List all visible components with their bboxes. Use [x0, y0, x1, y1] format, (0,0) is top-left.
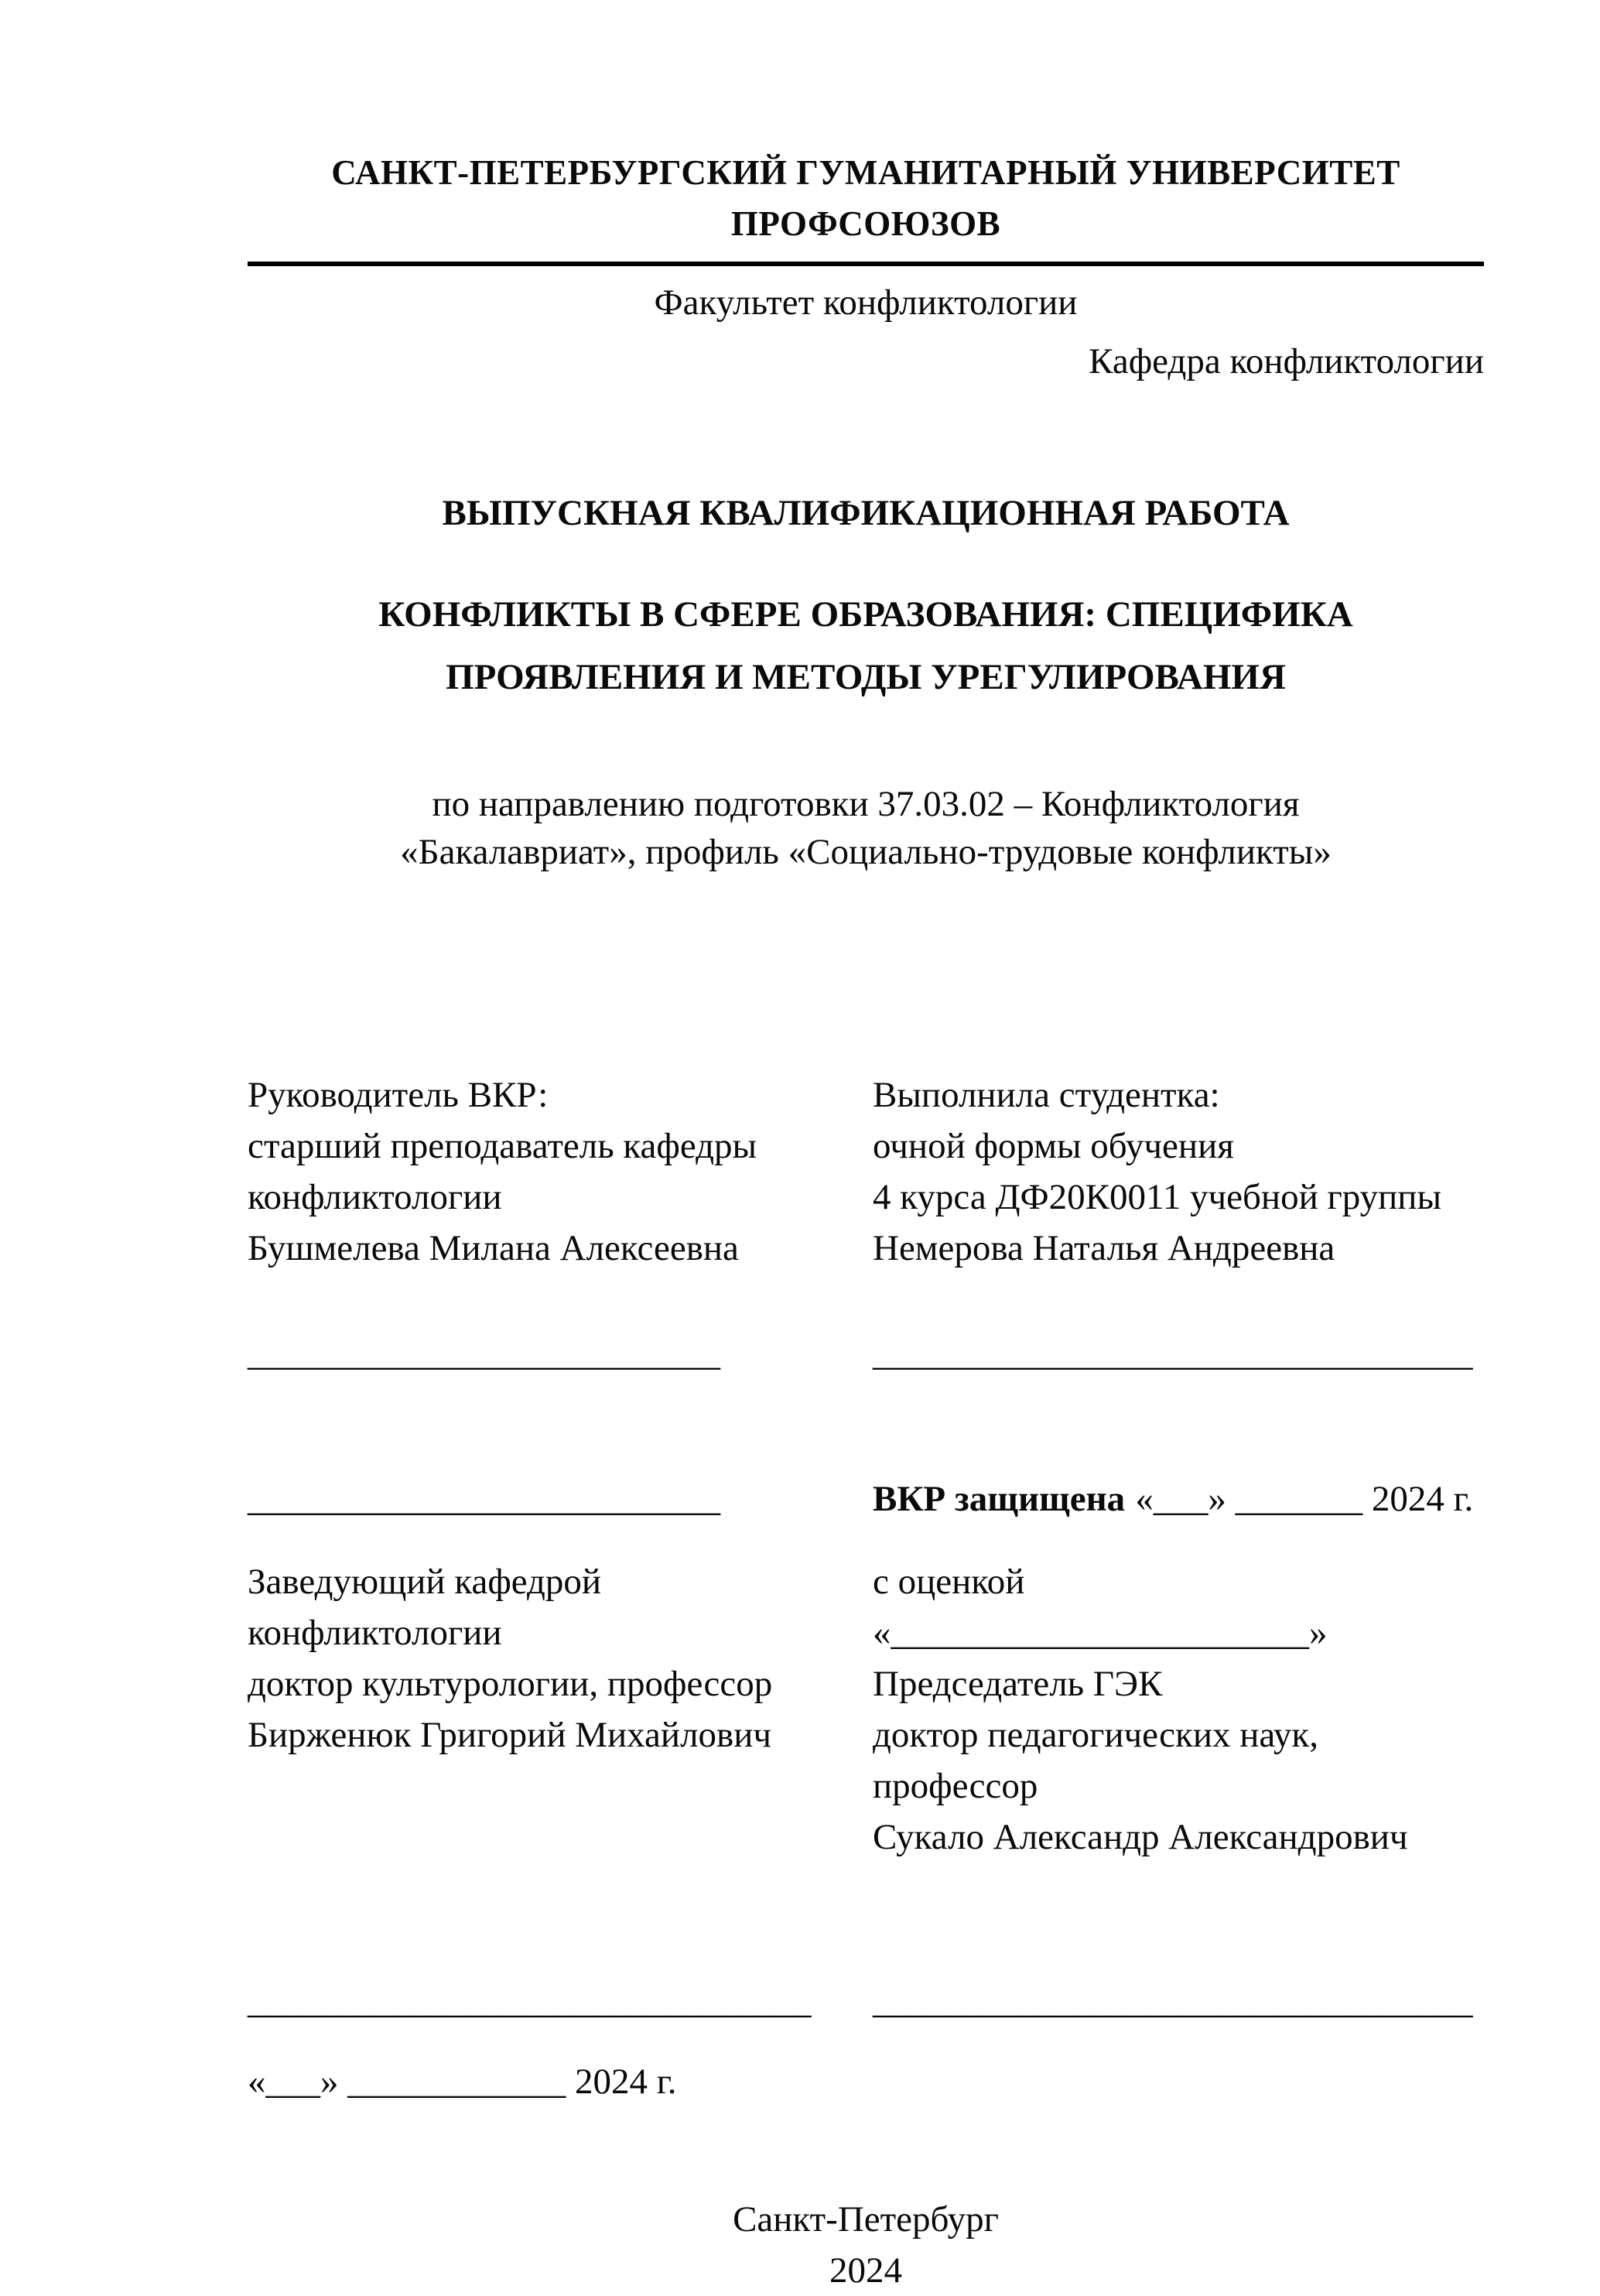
signature-row-1 — [248, 1328, 1484, 1379]
program-line1: по направлению подготовки 37.03.02 – Конфликтология — [432, 784, 1300, 824]
grade-blank-line: с оценкой «_______________________» — [873, 1562, 1328, 1653]
department-line: Кафедра конфликтологии — [1089, 341, 1484, 382]
university-header: САНКТ-ПЕТЕРБУРГСКИЙ ГУМАНИТАРНЫЙ УНИВЕРСИТЕТ ПРОФСОЮЗОВ — [248, 147, 1484, 266]
officials-block — [248, 1556, 1484, 1863]
student-name: Немерова Наталья Андреевна — [873, 1228, 1335, 1268]
student-block — [873, 1069, 1484, 1274]
department-head-date-blank: «___» ____________ 2024 г. — [248, 2062, 677, 2102]
footer-city: Санкт-Петербург — [733, 2199, 999, 2240]
defense-line — [873, 1473, 1484, 1524]
program-info — [248, 780, 1484, 876]
committee-chair-block — [873, 1556, 1484, 1863]
work-type-title: ВЫПУСКНАЯ КВАЛИФИКАЦИОННАЯ РАБОТА — [442, 493, 1290, 533]
footer — [248, 2194, 1484, 2296]
faculty-line: Факультет конфликтологии — [654, 282, 1078, 323]
date-row — [248, 2056, 1484, 2107]
supervisor-name: Бушмелева Милана Алексеевна — [248, 1228, 739, 1268]
committee-chair-degree: доктор педагогических наук, профессор — [873, 1715, 1318, 1806]
program-line2: «Бакалавриат», профиль «Социально-трудовые конфликты» — [400, 832, 1332, 872]
department-head-signature-line: _______________________________ — [248, 1981, 812, 2021]
department-head-block — [248, 1556, 873, 1863]
department-head-name: Бирженюк Григорий Михайлович — [248, 1715, 772, 1755]
supervisor-role: Руководитель ВКР: — [248, 1075, 549, 1115]
signature-row-2 — [248, 1473, 1484, 1524]
supervisor-position-line2: конфликтологии — [248, 1177, 502, 1217]
department-head-role-line1: Заведующий кафедрой — [248, 1562, 602, 1602]
committee-chair-signature-line: _________________________________ — [873, 1981, 1473, 2021]
supervisor-signature-line-2: __________________________ — [248, 1479, 720, 1519]
student-role: Выполнила студентка: — [873, 1075, 1220, 1115]
student-signature-line: _________________________________ — [873, 1333, 1473, 1374]
department-head-degree: доктор культурологии, профессор — [248, 1664, 773, 1704]
thesis-title — [248, 583, 1484, 709]
defense-date-blank: «___» _______ 2024 г. — [1135, 1479, 1474, 1519]
supervisor-position-line1: старший преподаватель кафедры — [248, 1126, 757, 1166]
supervisor-block — [248, 1069, 873, 1274]
thesis-title-line2: ПРОЯВЛЕНИЯ И МЕТОДЫ УРЕГУЛИРОВАНИЯ — [446, 657, 1286, 697]
student-info-line2: 4 курса ДФ20К0011 учебной группы — [873, 1177, 1442, 1217]
student-info-line1: очной формы обучения — [873, 1126, 1234, 1166]
defense-label: ВКР защищена — [873, 1479, 1126, 1519]
footer-year: 2024 — [829, 2250, 902, 2291]
supervisor-signature-line: __________________________ — [248, 1333, 720, 1374]
department-head-role-line2: конфликтологии — [248, 1613, 502, 1653]
committee-chair-role: Председатель ГЭК — [873, 1664, 1163, 1704]
committee-chair-name: Сукало Александр Александрович — [873, 1817, 1408, 1857]
thesis-title-line1: КОНФЛИКТЫ В СФЕРЕ ОБРАЗОВАНИЯ: СПЕЦИФИКА — [378, 594, 1353, 635]
people-block — [248, 1069, 1484, 1274]
signature-row-3 — [248, 1976, 1484, 2027]
